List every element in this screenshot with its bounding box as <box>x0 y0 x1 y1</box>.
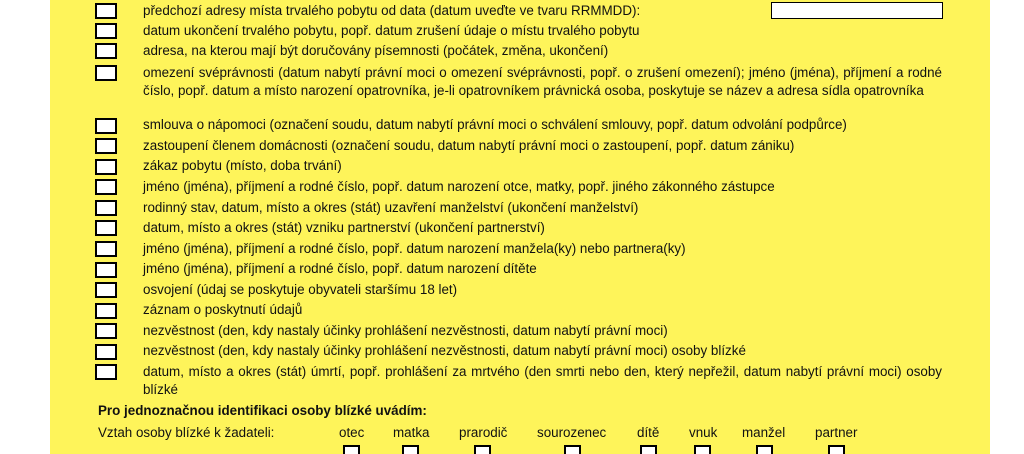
relation-sourozenec-label: sourozenec <box>537 425 607 440</box>
checkbox-spouse[interactable] <box>95 241 117 257</box>
item-label: jméno (jména), příjmení a rodné číslo, popř. datum narození manžela(ky) nebo partnera(ky) <box>143 241 686 256</box>
item-label: datum ukončení trvalého pobytu, popř. datum zrušení údaje o místu trvalého pobytu <box>143 23 640 38</box>
relation-prarodic-label: prarodič <box>459 425 508 440</box>
item-label: osvojení (údaj se poskytuje obyvateli staršímu 18 let) <box>143 282 458 297</box>
checkbox-missing-relative[interactable] <box>95 344 117 360</box>
relation-matka-checkbox[interactable] <box>402 445 419 454</box>
item-label: rodinný stav, datum, místo a okres (stát) uzavření manželství (ukončení manželství) <box>143 200 639 215</box>
relation-matka-label: matka <box>393 425 430 440</box>
checkbox-marital-status[interactable] <box>95 200 117 216</box>
date-from-input[interactable] <box>771 2 943 19</box>
relation-partner-label: partner <box>815 425 858 440</box>
item-label: jméno (jména), příjmení a rodné číslo, popř. datum narození dítěte <box>143 261 537 276</box>
checkbox-previous-addresses[interactable] <box>95 3 117 19</box>
request-form <box>50 0 990 454</box>
checkbox-end-of-residence[interactable] <box>95 23 117 39</box>
checkbox-adoption[interactable] <box>95 282 117 298</box>
relation-prarodic-checkbox[interactable] <box>474 445 491 454</box>
relation-partner-checkbox[interactable] <box>828 445 845 454</box>
relation-dite-checkbox[interactable] <box>640 445 657 454</box>
relation-vnuk-checkbox[interactable] <box>694 445 711 454</box>
item-label: nezvěstnost (den, kdy nastaly účinky prohlášení nezvěstnosti, datum nabytí právní moci) osoby blízké <box>143 343 746 358</box>
relation-otec-checkbox[interactable] <box>343 445 360 454</box>
checkbox-delivery-address[interactable] <box>95 43 117 59</box>
identification-heading: Pro jednoznačnou identifikaci osoby blízké uvádím: <box>98 403 427 418</box>
checkbox-missing[interactable] <box>95 323 117 339</box>
checkbox-legal-capacity[interactable] <box>95 65 117 81</box>
item-label: omezení svéprávnosti (datum nabytí právní moci o omezení svéprávnosti, popř. o zrušení omezení); jméno (jména), příjmení a rodné číslo, popř. datum a místo narození opatrovníka, je-li opatrovníkem právnická osoba, poskytuje se název a adresa sídla opatrovníka <box>143 65 942 98</box>
relation-dite-label: dítě <box>637 425 660 440</box>
checkbox-disclosure-record[interactable] <box>95 303 117 319</box>
item-label: adresa, na kterou mají být doručovány písemnosti (počátek, změna, ukončení) <box>143 43 609 58</box>
item-label: předchozí adresy místa trvalého pobytu od data (datum uveďte ve tvaru RRMMDD): <box>143 3 641 18</box>
checkbox-partnership[interactable] <box>95 220 117 236</box>
relation-vnuk-label: vnuk <box>689 425 718 440</box>
relation-manzel-checkbox[interactable] <box>756 445 773 454</box>
relation-label: Vztah osoby blízké k žadateli: <box>98 425 275 440</box>
item-label: záznam o poskytnutí údajů <box>143 302 303 317</box>
relation-otec-label: otec <box>339 425 365 440</box>
item-label: zákaz pobytu (místo, doba trvání) <box>143 158 342 173</box>
relation-manzel-label: manžel <box>742 425 786 440</box>
item-label: datum, místo a okres (stát) úmrtí, popř. prohlášení za mrtvého (den smrti nebo den, který nepřežil, datum nabytí právní moci) osoby blízké <box>143 364 942 397</box>
checkbox-residence-ban[interactable] <box>95 159 117 175</box>
checkbox-child[interactable] <box>95 262 117 278</box>
checkbox-household-representation[interactable] <box>95 138 117 154</box>
checkbox-death-relative[interactable] <box>95 364 117 380</box>
relation-sourozenec-checkbox[interactable] <box>564 445 581 454</box>
item-label: smlouva o nápomoci (označení soudu, datum nabytí právní moci o schválení smlouvy, popř. datum odvolání podpůrce) <box>143 117 847 132</box>
item-label: zastoupení členem domácnosti (označení soudu, datum nabytí právní moci o zastoupení, popř. datum zániku) <box>143 138 795 153</box>
item-label: nezvěstnost (den, kdy nastaly účinky prohlášení nezvěstnosti, datum nabytí právní moci) <box>143 323 668 338</box>
item-label: datum, místo a okres (stát) vzniku partnerství (ukončení partnerství) <box>143 220 545 235</box>
item-label: jméno (jména), příjmení a rodné číslo, popř. datum narození otce, matky, popř. jiného zákonného zástupce <box>143 179 775 194</box>
checkbox-parents[interactable] <box>95 179 117 195</box>
checkbox-assistance-contract[interactable] <box>95 118 117 134</box>
